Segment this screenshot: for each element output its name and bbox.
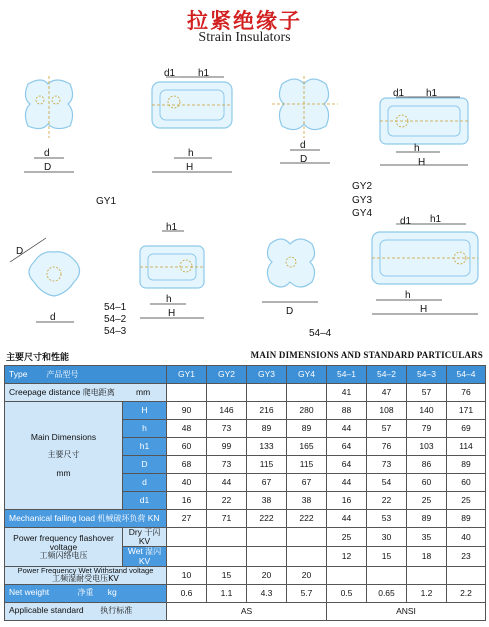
table-row-weight: [5, 584, 486, 602]
table-cell: [247, 528, 287, 547]
table-cell: 44: [327, 420, 367, 438]
spec-table: [4, 365, 486, 621]
table-cell: 222: [287, 510, 327, 528]
table-cell: 12: [327, 547, 367, 566]
s544-side-view: [372, 224, 478, 314]
s544-d1-label: d1: [400, 216, 412, 227]
table-cell: [247, 547, 287, 566]
table-cell: 76: [447, 384, 486, 402]
table-cell: 16: [167, 492, 207, 510]
table-cell: 22: [367, 492, 407, 510]
table-row-creepage: [5, 384, 486, 402]
table-cell: 15: [207, 566, 247, 584]
table-cell: [167, 384, 207, 402]
table-cell: [327, 566, 367, 584]
col-header: GY1: [167, 366, 207, 384]
table-row-standard: [5, 602, 486, 620]
table-cell: 0.6: [167, 584, 207, 602]
table-cell: 146: [207, 402, 247, 420]
table-cell: 18: [407, 547, 447, 566]
label-54-2: 54–2: [104, 314, 127, 325]
dim-name-cell: H: [123, 402, 167, 420]
table-cell: [207, 528, 247, 547]
s54-h1-label: h1: [166, 222, 178, 233]
s544-front-view: [262, 239, 318, 302]
s544-D-label: D: [286, 306, 294, 317]
table-row-mech: [5, 510, 486, 528]
table-cell: 47: [367, 384, 407, 402]
pf-dry-label-cell: Dry 干闪 KV: [123, 528, 167, 547]
col-header: 54–4: [447, 366, 486, 384]
table-cell: [287, 384, 327, 402]
table-cell: 280: [287, 402, 327, 420]
table-cell: 73: [367, 456, 407, 474]
gy2-side-view: [380, 97, 468, 165]
weight-label-cell: Net weight 净重 kg: [5, 584, 167, 602]
table-cell: 67: [287, 474, 327, 492]
table-cell: 22: [207, 492, 247, 510]
table-cell: 44: [327, 474, 367, 492]
type-label-cn: 产品型号: [46, 369, 79, 379]
table-cell: [207, 384, 247, 402]
pf-label-cell: Power frequency flashover voltage 工频闪络电压: [5, 528, 123, 567]
section-title-english: MAIN DIMENSIONS AND STANDARD PARTICULARS: [250, 350, 483, 360]
table-cell: 2.2: [447, 584, 486, 602]
s54-h-label: h: [166, 294, 172, 305]
table-cell: 1.1: [207, 584, 247, 602]
table-cell: 76: [367, 438, 407, 456]
table-cell: 30: [367, 528, 407, 547]
table-cell: 89: [447, 510, 486, 528]
table-cell: 23: [447, 547, 486, 566]
table-cell: 54: [367, 474, 407, 492]
table-cell: 10: [167, 566, 207, 584]
dim-name-cell: D: [123, 456, 167, 474]
dim-name-cell: h: [123, 420, 167, 438]
table-cell: 68: [167, 456, 207, 474]
table-cell: 41: [327, 384, 367, 402]
s544-H-label: H: [420, 304, 428, 315]
type-label: Type: [9, 368, 28, 379]
table-cell: [167, 547, 207, 566]
col-header: GY3: [247, 366, 287, 384]
table-row-pf-dry: [5, 528, 486, 547]
table-cell: 0.65: [367, 584, 407, 602]
table-cell: 165: [287, 438, 327, 456]
gy2-h-label: h: [414, 143, 420, 154]
col-header: GY2: [207, 366, 247, 384]
gy2-h1-label: h1: [426, 88, 438, 99]
table-cell: 57: [407, 384, 447, 402]
table-cell: 0.5: [327, 584, 367, 602]
label-gy3: GY3: [352, 195, 373, 206]
section-title-chinese: 主要尺寸和性能: [6, 353, 70, 363]
table-cell: 25: [407, 492, 447, 510]
table-row-pf-withstand: [5, 566, 486, 584]
table-cell: 44: [327, 510, 367, 528]
table-cell: 115: [247, 456, 287, 474]
dim-name-cell: d: [123, 474, 167, 492]
table-cell: 25: [447, 492, 486, 510]
gy2-d1-label: d1: [393, 88, 405, 99]
table-cell: 71: [207, 510, 247, 528]
label-gy1: GY1: [96, 196, 117, 207]
table-cell: [367, 566, 407, 584]
table-cell: [287, 547, 327, 566]
gy2-H-label: H: [418, 157, 426, 168]
col-header: GY4: [287, 366, 327, 384]
s54-D-label: D: [16, 246, 24, 257]
s544-h1-label: h1: [430, 214, 442, 225]
label-54-3: 54–3: [104, 326, 127, 337]
table-cell: 103: [407, 438, 447, 456]
table-cell: 44: [207, 474, 247, 492]
table-cell: 38: [287, 492, 327, 510]
table-cell: 89: [407, 510, 447, 528]
table-cell: [207, 547, 247, 566]
title-english: Strain Insulators: [198, 30, 291, 45]
table-cell: [287, 528, 327, 547]
table-cell: [167, 528, 207, 547]
table-cell: 216: [247, 402, 287, 420]
table-cell: 86: [407, 456, 447, 474]
table-cell: 1.2: [407, 584, 447, 602]
table-cell: 60: [407, 474, 447, 492]
table-cell: 40: [167, 474, 207, 492]
main-dims-label-cell: Main Dimensions 主要尺寸 mm: [5, 402, 123, 510]
table-cell: 140: [407, 402, 447, 420]
table-cell: 35: [407, 528, 447, 547]
table-cell: 16: [327, 492, 367, 510]
table-cell: 73: [207, 420, 247, 438]
table-cell: 89: [247, 420, 287, 438]
dim-name-cell: h1: [123, 438, 167, 456]
table-cell: 60: [447, 474, 486, 492]
col-header: 54–2: [367, 366, 407, 384]
table-cell: 108: [367, 402, 407, 420]
gy2-d-label: d: [300, 140, 306, 151]
table-cell: 171: [447, 402, 486, 420]
standard-ansi-cell: ANSI: [327, 602, 486, 620]
table-cell: 73: [207, 456, 247, 474]
table-cell: 15: [367, 547, 407, 566]
mech-label-cell: Mechanical failing load 机械破坏负荷 KN: [5, 510, 167, 528]
label-54-4: 54–4: [309, 328, 332, 339]
title-chinese: 拉紧绝缘子: [187, 9, 302, 33]
s54-H-label: H: [168, 308, 176, 319]
type-header-cell: [5, 366, 167, 384]
gy1-d-label: d: [44, 148, 50, 159]
s544-h-label: h: [405, 290, 411, 301]
table-cell: [247, 384, 287, 402]
label-54-1: 54–1: [104, 302, 127, 313]
table-cell: 69: [447, 420, 486, 438]
table-header-row: [5, 366, 486, 384]
table-cell: 133: [247, 438, 287, 456]
standard-as-cell: AS: [167, 602, 327, 620]
table-cell: 60: [167, 438, 207, 456]
table-row-H: [5, 402, 486, 420]
pfw-label-cell: Power Frequency Wet Withstand voltage 工频湿耐受电压KV: [5, 566, 167, 584]
table-cell: 20: [247, 566, 287, 584]
label-gy4: GY4: [352, 208, 373, 219]
table-cell: 79: [407, 420, 447, 438]
table-cell: 5.7: [287, 584, 327, 602]
table-cell: 90: [167, 402, 207, 420]
gy1-h1-label: h1: [198, 68, 210, 79]
table-cell: 53: [367, 510, 407, 528]
gy1-d1-label: d1: [164, 68, 176, 79]
table-cell: 64: [327, 456, 367, 474]
s54-d-label: d: [50, 312, 56, 323]
label-gy2: GY2: [352, 181, 373, 192]
pf-wet-label-cell: Wet 湿闪 KV: [123, 547, 167, 566]
table-cell: 89: [447, 456, 486, 474]
table-cell: 40: [447, 528, 486, 547]
table-cell: 25: [327, 528, 367, 547]
table-cell: 27: [167, 510, 207, 528]
table-cell: 20: [287, 566, 327, 584]
table-cell: [447, 566, 486, 584]
table-cell: 89: [287, 420, 327, 438]
standard-label-cell: Applicable standard 执行标准: [5, 602, 167, 620]
gy1-D-label: D: [44, 162, 52, 173]
table-cell: 88: [327, 402, 367, 420]
creepage-label-cell: Creepage distance 爬电距离 mm: [5, 384, 167, 402]
table-cell: 222: [247, 510, 287, 528]
table-cell: 57: [367, 420, 407, 438]
gy2-D-label: D: [300, 154, 308, 165]
table-cell: 38: [247, 492, 287, 510]
col-header: 54–3: [407, 366, 447, 384]
col-header: 54–1: [327, 366, 367, 384]
table-cell: [407, 566, 447, 584]
table-cell: 48: [167, 420, 207, 438]
table-cell: 114: [447, 438, 486, 456]
table-cell: 67: [247, 474, 287, 492]
dim-name-cell: d1: [123, 492, 167, 510]
table-cell: 4.3: [247, 584, 287, 602]
table-cell: 115: [287, 456, 327, 474]
gy1-H-label: H: [186, 162, 194, 173]
gy1-h-label: h: [188, 148, 194, 159]
table-cell: 99: [207, 438, 247, 456]
table-cell: 64: [327, 438, 367, 456]
s54-side-view: [140, 231, 204, 318]
